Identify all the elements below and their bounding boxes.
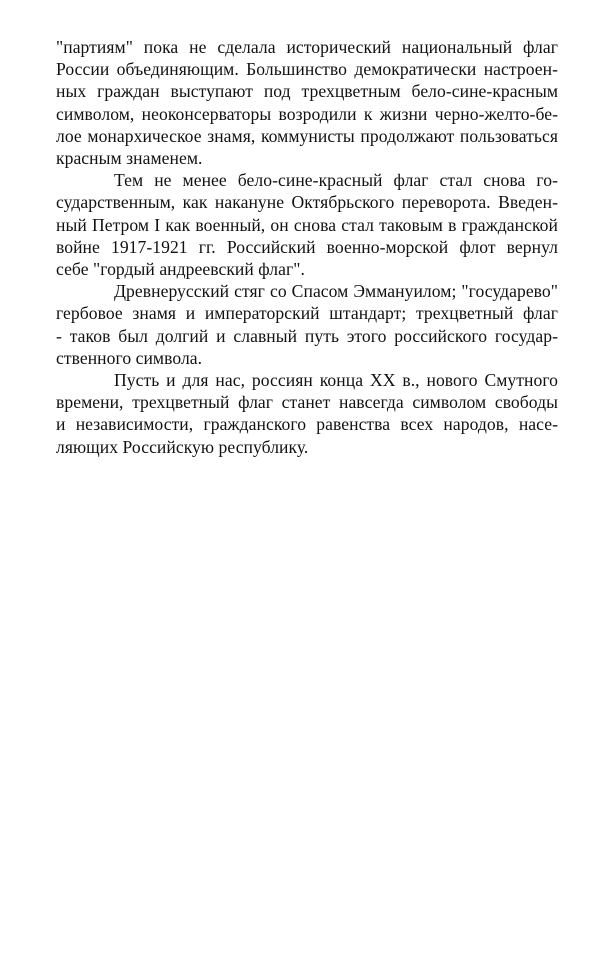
- paragraph-2-line-1: Тем не менее бело-сине-красный флаг стал снова го-: [114, 170, 558, 191]
- paragraph-3-line-3: - таков был долгий и славный путь этого российского государ-: [56, 325, 558, 346]
- paragraph-4-line-3: и независимости, гражданского равенства всех народов, насе-: [56, 414, 558, 435]
- paragraph-1-line-3: ных граждан выступают под трехцветным бело-сине-красным: [56, 81, 558, 102]
- paragraph-2-line-4: войне 1917-1921 гг. Российский военно-морской флот вернул: [56, 236, 558, 257]
- paragraph-3-line-1: Древнерусский стяг со Спасом Эммануилом; "государево": [114, 281, 558, 302]
- paragraph-1-line-6: красным знаменем.: [56, 148, 203, 169]
- paragraph-1-line-5: лое монархическое знамя, коммунисты продолжают пользоваться: [56, 125, 558, 146]
- paragraph-3-line-2: гербовое знамя и императорский штандарт; трехцветный флаг: [56, 303, 558, 324]
- paragraph-1-line-2: России объединяющим. Большинство демократически настроен-: [56, 59, 558, 80]
- paragraph-4-line-1: Пусть и для нас, россиян конца XX в., нового Смутного: [114, 370, 558, 391]
- paragraph-2-line-2: сударственным, как накануне Октябрьского переворота. Введен-: [56, 192, 558, 213]
- paragraph-4-line-2: времени, трехцветный флаг станет навсегда символом свободы: [56, 392, 558, 413]
- paragraph-2-line-5: себе "гордый андреевский флаг".: [56, 259, 305, 280]
- document-body: [56, 36, 558, 458]
- paragraph-1-line-4: символом, неоконсерваторы возродили к жизни черно-желто-бе-: [56, 103, 558, 124]
- paragraph-2-line-3: ный Петром I как военный, он снова стал таковым в гражданской: [56, 214, 558, 235]
- paragraph-4-line-4: ляющих Российскую республику.: [56, 436, 309, 457]
- paragraph-3-line-4: ственного символа.: [56, 347, 203, 368]
- paragraph-1-line-1: "партиям" пока не сделала исторический национальный флаг: [56, 37, 558, 57]
